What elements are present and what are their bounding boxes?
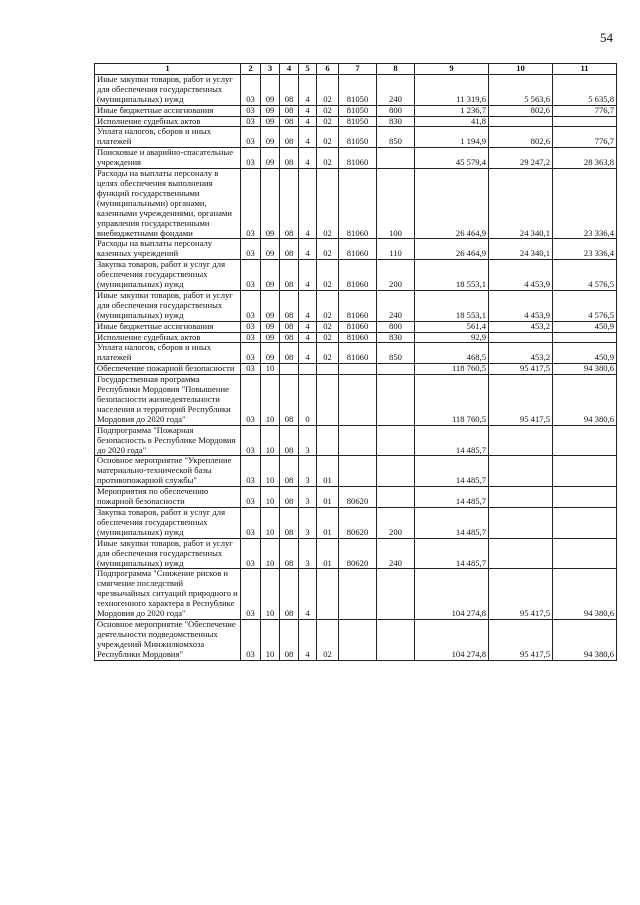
col9-amount-cell: 118 760,5 xyxy=(415,375,489,426)
col3-cell: 10 xyxy=(261,487,280,508)
row-name-cell: Мероприятия по обеспечению пожарной безопасности xyxy=(95,487,241,508)
col7-cell: 81060 xyxy=(339,148,377,169)
col10-amount-cell xyxy=(489,116,553,127)
col8-cell xyxy=(377,364,415,375)
col9-amount-cell: 18 553,1 xyxy=(415,260,489,291)
col9-amount-cell: 104 274,8 xyxy=(415,619,489,660)
row-name-cell: Уплата налогов, сборов и иных платежей xyxy=(95,343,241,364)
col3-cell: 09 xyxy=(261,290,280,321)
col6-cell: 02 xyxy=(317,321,339,332)
col6-cell: 02 xyxy=(317,260,339,291)
col11-amount-cell xyxy=(553,538,617,569)
col4-cell xyxy=(280,364,299,375)
col5-cell: 4 xyxy=(299,116,317,127)
column-header: 2 xyxy=(241,64,261,75)
col7-cell xyxy=(339,375,377,426)
col8-cell: 800 xyxy=(377,105,415,116)
col9-amount-cell: 14 485,7 xyxy=(415,456,489,487)
col11-amount-cell: 5 635,8 xyxy=(553,74,617,105)
col2-cell: 03 xyxy=(241,343,261,364)
col2-cell: 03 xyxy=(241,74,261,105)
col6-cell: 02 xyxy=(317,127,339,148)
column-header: 11 xyxy=(553,64,617,75)
col5-cell: 4 xyxy=(299,332,317,343)
col10-amount-cell: 453,2 xyxy=(489,321,553,332)
col3-cell: 10 xyxy=(261,425,280,456)
col8-cell xyxy=(377,619,415,660)
col6-cell: 02 xyxy=(317,332,339,343)
table-header-row xyxy=(95,64,617,75)
col2-cell: 03 xyxy=(241,425,261,456)
col3-cell: 09 xyxy=(261,105,280,116)
col8-cell: 240 xyxy=(377,290,415,321)
col2-cell: 03 xyxy=(241,116,261,127)
col4-cell: 08 xyxy=(280,375,299,426)
col8-cell: 850 xyxy=(377,343,415,364)
col3-cell: 09 xyxy=(261,343,280,364)
col10-amount-cell xyxy=(489,332,553,343)
column-header: 4 xyxy=(280,64,299,75)
table-row xyxy=(95,169,617,239)
col4-cell: 08 xyxy=(280,456,299,487)
col4-cell: 08 xyxy=(280,127,299,148)
row-name-cell: Расходы на выплаты персоналу казенных учреждений xyxy=(95,239,241,260)
col5-cell: 4 xyxy=(299,260,317,291)
col10-amount-cell: 453,2 xyxy=(489,343,553,364)
col9-amount-cell: 561,4 xyxy=(415,321,489,332)
col4-cell: 08 xyxy=(280,321,299,332)
row-name-cell: Основное мероприятие "Укрепление материально-технической базы противопожарной службы" xyxy=(95,456,241,487)
col8-cell xyxy=(377,456,415,487)
col2-cell: 03 xyxy=(241,127,261,148)
table-row xyxy=(95,332,617,343)
col3-cell: 10 xyxy=(261,507,280,538)
table-row xyxy=(95,569,617,620)
col8-cell: 800 xyxy=(377,321,415,332)
col10-amount-cell: 5 563,6 xyxy=(489,74,553,105)
col7-cell: 80620 xyxy=(339,538,377,569)
col9-amount-cell: 14 485,7 xyxy=(415,425,489,456)
col3-cell: 10 xyxy=(261,569,280,620)
col7-cell: 81050 xyxy=(339,127,377,148)
table-row xyxy=(95,116,617,127)
col10-amount-cell: 95 417,5 xyxy=(489,569,553,620)
row-name-cell: Исполнение судебных актов xyxy=(95,332,241,343)
col11-amount-cell: 94 380,6 xyxy=(553,569,617,620)
col9-amount-cell: 11 319,6 xyxy=(415,74,489,105)
col3-cell: 10 xyxy=(261,364,280,375)
col3-cell: 09 xyxy=(261,332,280,343)
col10-amount-cell: 802,6 xyxy=(489,105,553,116)
col2-cell: 03 xyxy=(241,487,261,508)
col5-cell: 3 xyxy=(299,425,317,456)
col3-cell: 09 xyxy=(261,260,280,291)
col9-amount-cell: 104 274,8 xyxy=(415,569,489,620)
col5-cell: 4 xyxy=(299,290,317,321)
col5-cell: 4 xyxy=(299,569,317,620)
col10-amount-cell: 29 247,2 xyxy=(489,148,553,169)
col6-cell xyxy=(317,569,339,620)
row-name-cell: Обеспечение пожарной безопасности xyxy=(95,364,241,375)
col7-cell: 81050 xyxy=(339,116,377,127)
col7-cell: 80620 xyxy=(339,507,377,538)
col7-cell: 81060 xyxy=(339,169,377,239)
col8-cell: 200 xyxy=(377,507,415,538)
col5-cell: 4 xyxy=(299,148,317,169)
col2-cell: 03 xyxy=(241,260,261,291)
row-name-cell: Поисковые и аварийно-спасательные учреждения xyxy=(95,148,241,169)
col11-amount-cell xyxy=(553,116,617,127)
col9-amount-cell: 26 464,9 xyxy=(415,169,489,239)
col7-cell: 80620 xyxy=(339,487,377,508)
col10-amount-cell: 802,6 xyxy=(489,127,553,148)
col4-cell: 08 xyxy=(280,425,299,456)
col9-amount-cell: 118 760,5 xyxy=(415,364,489,375)
table-row xyxy=(95,487,617,508)
col6-cell: 01 xyxy=(317,456,339,487)
column-header: 8 xyxy=(377,64,415,75)
col6-cell: 02 xyxy=(317,116,339,127)
col6-cell: 02 xyxy=(317,343,339,364)
col4-cell: 08 xyxy=(280,507,299,538)
col11-amount-cell: 94 380,6 xyxy=(553,364,617,375)
col6-cell: 01 xyxy=(317,487,339,508)
col9-amount-cell: 14 485,7 xyxy=(415,487,489,508)
col11-amount-cell: 28 363,8 xyxy=(553,148,617,169)
col2-cell: 03 xyxy=(241,538,261,569)
col2-cell: 03 xyxy=(241,375,261,426)
col9-amount-cell: 92,9 xyxy=(415,332,489,343)
table-row xyxy=(95,321,617,332)
col5-cell: 3 xyxy=(299,456,317,487)
col4-cell: 08 xyxy=(280,332,299,343)
column-header: 1 xyxy=(95,64,241,75)
row-name-cell: Закупка товаров, работ и услуг для обеспечения государственных (муниципальных) нужд xyxy=(95,260,241,291)
row-name-cell: Иные закупки товаров, работ и услуг для обеспечения государственных (муниципальных) нужд xyxy=(95,74,241,105)
col8-cell: 830 xyxy=(377,116,415,127)
col5-cell: 4 xyxy=(299,343,317,364)
col5-cell: 0 xyxy=(299,375,317,426)
col6-cell: 02 xyxy=(317,74,339,105)
col3-cell: 09 xyxy=(261,127,280,148)
row-name-cell: Исполнение судебных актов xyxy=(95,116,241,127)
col2-cell: 03 xyxy=(241,321,261,332)
table-body xyxy=(95,74,617,660)
col11-amount-cell: 450,9 xyxy=(553,321,617,332)
col10-amount-cell xyxy=(489,425,553,456)
col6-cell: 02 xyxy=(317,169,339,239)
col6-cell xyxy=(317,375,339,426)
col5-cell: 4 xyxy=(299,127,317,148)
col5-cell: 4 xyxy=(299,321,317,332)
col11-amount-cell xyxy=(553,507,617,538)
col4-cell: 08 xyxy=(280,538,299,569)
col4-cell: 08 xyxy=(280,74,299,105)
col11-amount-cell: 776,7 xyxy=(553,127,617,148)
table-row xyxy=(95,456,617,487)
col8-cell: 850 xyxy=(377,127,415,148)
col11-amount-cell: 4 576,5 xyxy=(553,260,617,291)
table-row xyxy=(95,425,617,456)
table-row xyxy=(95,239,617,260)
col11-amount-cell: 94 380,6 xyxy=(553,619,617,660)
col3-cell: 09 xyxy=(261,74,280,105)
col9-amount-cell: 45 579,4 xyxy=(415,148,489,169)
col10-amount-cell xyxy=(489,456,553,487)
col10-amount-cell xyxy=(489,538,553,569)
col10-amount-cell: 4 453,9 xyxy=(489,290,553,321)
col4-cell: 08 xyxy=(280,169,299,239)
col7-cell xyxy=(339,456,377,487)
row-name-cell: Подпрограмма "Снижение рисков и смягчение последствий чрезвычайных ситуаций природного и техногенного характера в Республике Мордовия до 2020 года" xyxy=(95,569,241,620)
col5-cell: 3 xyxy=(299,538,317,569)
row-name-cell: Основное мероприятие "Обеспечение деятельности подведомственных учреждений Минжилкомхоза Республики Мордовия" xyxy=(95,619,241,660)
col5-cell xyxy=(299,364,317,375)
column-header: 10 xyxy=(489,64,553,75)
col3-cell: 10 xyxy=(261,456,280,487)
col11-amount-cell xyxy=(553,456,617,487)
col9-amount-cell: 14 485,7 xyxy=(415,538,489,569)
col10-amount-cell: 95 417,5 xyxy=(489,364,553,375)
column-header: 5 xyxy=(299,64,317,75)
row-name-cell: Государственная программа Республики Мордовия "Повышение безопасности жизнедеятельности населения и территорий Республики Мордовия до 2020 года" xyxy=(95,375,241,426)
col3-cell: 09 xyxy=(261,116,280,127)
row-name-cell: Иные бюджетные ассигнования xyxy=(95,321,241,332)
col4-cell: 08 xyxy=(280,239,299,260)
col3-cell: 10 xyxy=(261,538,280,569)
col8-cell xyxy=(377,569,415,620)
budget-table xyxy=(94,63,617,661)
col8-cell xyxy=(377,425,415,456)
table-row xyxy=(95,260,617,291)
col8-cell: 830 xyxy=(377,332,415,343)
col10-amount-cell: 24 340,1 xyxy=(489,169,553,239)
col9-amount-cell: 468,5 xyxy=(415,343,489,364)
col6-cell: 02 xyxy=(317,105,339,116)
table-row xyxy=(95,507,617,538)
col6-cell: 01 xyxy=(317,507,339,538)
col10-amount-cell xyxy=(489,487,553,508)
col10-amount-cell: 24 340,1 xyxy=(489,239,553,260)
col7-cell: 81060 xyxy=(339,239,377,260)
col7-cell xyxy=(339,569,377,620)
col6-cell: 01 xyxy=(317,538,339,569)
column-header: 6 xyxy=(317,64,339,75)
row-name-cell: Иные закупки товаров, работ и услуг для обеспечения государственных (муниципальных) нужд xyxy=(95,538,241,569)
table-row xyxy=(95,127,617,148)
col3-cell: 09 xyxy=(261,148,280,169)
col11-amount-cell: 4 576,5 xyxy=(553,290,617,321)
col8-cell: 100 xyxy=(377,169,415,239)
col8-cell xyxy=(377,148,415,169)
col7-cell xyxy=(339,364,377,375)
col7-cell: 81060 xyxy=(339,321,377,332)
col5-cell: 4 xyxy=(299,239,317,260)
col6-cell: 02 xyxy=(317,290,339,321)
col6-cell xyxy=(317,364,339,375)
col2-cell: 03 xyxy=(241,364,261,375)
col7-cell xyxy=(339,619,377,660)
col6-cell: 02 xyxy=(317,239,339,260)
table-row xyxy=(95,74,617,105)
col7-cell: 81050 xyxy=(339,74,377,105)
col9-amount-cell: 18 553,1 xyxy=(415,290,489,321)
row-name-cell: Иные закупки товаров, работ и услуг для обеспечения государственных (муниципальных) нужд xyxy=(95,290,241,321)
col5-cell: 4 xyxy=(299,74,317,105)
col7-cell: 81060 xyxy=(339,260,377,291)
col5-cell: 3 xyxy=(299,487,317,508)
col11-amount-cell: 776,7 xyxy=(553,105,617,116)
col7-cell xyxy=(339,425,377,456)
col2-cell: 03 xyxy=(241,105,261,116)
col2-cell: 03 xyxy=(241,148,261,169)
col4-cell: 08 xyxy=(280,487,299,508)
col11-amount-cell xyxy=(553,332,617,343)
col5-cell: 4 xyxy=(299,105,317,116)
col11-amount-cell xyxy=(553,425,617,456)
row-name-cell: Уплата налогов, сборов и иных платежей xyxy=(95,127,241,148)
column-header: 9 xyxy=(415,64,489,75)
col8-cell xyxy=(377,375,415,426)
col8-cell: 200 xyxy=(377,260,415,291)
col8-cell: 240 xyxy=(377,74,415,105)
row-name-cell: Расходы на выплаты персоналу в целях обеспечения выполнения функций государственными (муниципальными) органами, казенными учреждениями, органами управления государственными внебюджетными фондами xyxy=(95,169,241,239)
col11-amount-cell xyxy=(553,487,617,508)
col9-amount-cell: 1 194,9 xyxy=(415,127,489,148)
col4-cell: 08 xyxy=(280,569,299,620)
col6-cell: 02 xyxy=(317,619,339,660)
col7-cell: 81060 xyxy=(339,332,377,343)
col9-amount-cell: 41,8 xyxy=(415,116,489,127)
col4-cell: 08 xyxy=(280,148,299,169)
col2-cell: 03 xyxy=(241,239,261,260)
col8-cell: 240 xyxy=(377,538,415,569)
col4-cell: 08 xyxy=(280,260,299,291)
col2-cell: 03 xyxy=(241,332,261,343)
table-row xyxy=(95,364,617,375)
col7-cell: 81050 xyxy=(339,105,377,116)
col8-cell xyxy=(377,487,415,508)
table-row xyxy=(95,290,617,321)
col7-cell: 81060 xyxy=(339,343,377,364)
col4-cell: 08 xyxy=(280,290,299,321)
col10-amount-cell: 95 417,5 xyxy=(489,375,553,426)
table-row xyxy=(95,538,617,569)
column-header: 7 xyxy=(339,64,377,75)
col2-cell: 03 xyxy=(241,456,261,487)
col3-cell: 09 xyxy=(261,321,280,332)
row-name-cell: Иные бюджетные ассигнования xyxy=(95,105,241,116)
table-row xyxy=(95,105,617,116)
table-row xyxy=(95,343,617,364)
col5-cell: 4 xyxy=(299,169,317,239)
col4-cell: 08 xyxy=(280,343,299,364)
col3-cell: 09 xyxy=(261,239,280,260)
col9-amount-cell: 26 464,9 xyxy=(415,239,489,260)
row-name-cell: Подпрограмма "Пожарная безопасность в Республике Мордовия до 2020 года" xyxy=(95,425,241,456)
table-row xyxy=(95,619,617,660)
col3-cell: 10 xyxy=(261,375,280,426)
col11-amount-cell: 94 380,6 xyxy=(553,375,617,426)
col6-cell: 02 xyxy=(317,148,339,169)
col4-cell: 08 xyxy=(280,105,299,116)
table-row xyxy=(95,148,617,169)
col9-amount-cell: 14 485,7 xyxy=(415,507,489,538)
col3-cell: 10 xyxy=(261,619,280,660)
col11-amount-cell: 23 336,4 xyxy=(553,239,617,260)
col5-cell: 3 xyxy=(299,507,317,538)
col7-cell: 81060 xyxy=(339,290,377,321)
col11-amount-cell: 23 336,4 xyxy=(553,169,617,239)
col2-cell: 03 xyxy=(241,290,261,321)
col2-cell: 03 xyxy=(241,507,261,538)
col10-amount-cell: 4 453,9 xyxy=(489,260,553,291)
column-header: 3 xyxy=(261,64,280,75)
col3-cell: 09 xyxy=(261,169,280,239)
col4-cell: 08 xyxy=(280,116,299,127)
col10-amount-cell xyxy=(489,507,553,538)
page-number: 54 xyxy=(600,30,613,45)
col10-amount-cell: 95 417,5 xyxy=(489,619,553,660)
col2-cell: 03 xyxy=(241,169,261,239)
col4-cell: 08 xyxy=(280,619,299,660)
row-name-cell: Закупка товаров, работ и услуг для обеспечения государственных (муниципальных) нужд xyxy=(95,507,241,538)
col6-cell xyxy=(317,425,339,456)
col11-amount-cell: 450,9 xyxy=(553,343,617,364)
col8-cell: 110 xyxy=(377,239,415,260)
table-row xyxy=(95,375,617,426)
col5-cell: 4 xyxy=(299,619,317,660)
col9-amount-cell: 1 236,7 xyxy=(415,105,489,116)
col2-cell: 03 xyxy=(241,619,261,660)
col2-cell: 03 xyxy=(241,569,261,620)
